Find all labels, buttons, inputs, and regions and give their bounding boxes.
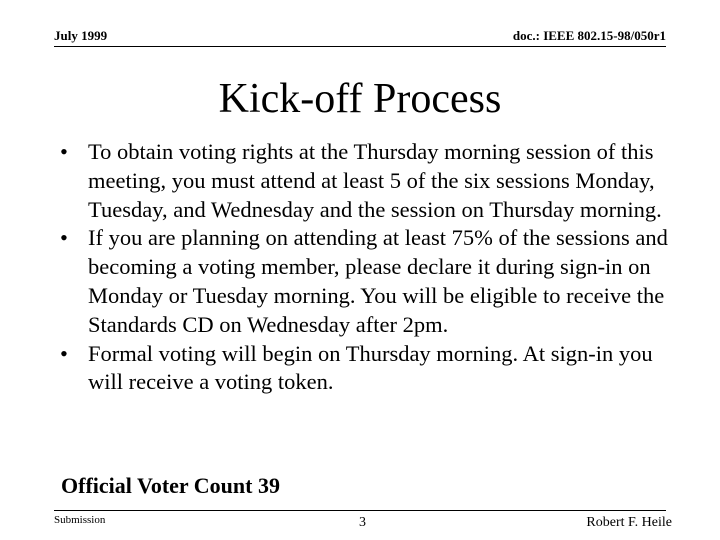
bullet-item [60, 138, 680, 224]
bullet-text: If you are planning on attending at least 75% of the sessions and becoming a voting member, please declare it during sign-in on Monday or Tuesday morning. You will be eligible to receive the Standards CD on Wednesday after 2pm. [88, 225, 668, 337]
footer-divider [54, 510, 666, 511]
voter-count: Official Voter Count 39 [61, 473, 280, 498]
bullet-text: To obtain voting rights at the Thursday morning session of this meeting, you must attend at least 5 of the six sessions Monday, Tuesday, and Wednesday and the session on Thursday morning. [88, 139, 662, 222]
page-number: 3 [359, 515, 366, 530]
slide-title: Kick-off Process [218, 76, 502, 122]
bullet-text: Formal voting will begin on Thursday morning. At sign-in you will receive a voting token. [88, 340, 653, 395]
bullet-item [60, 340, 680, 398]
header-divider [54, 46, 666, 47]
footer-author: Robert F. Heile [586, 515, 672, 530]
header-doc-id: doc.: IEEE 802.15-98/050r1 [512, 28, 666, 43]
footer-submission: Submission [54, 514, 106, 526]
bullet-dot: • [60, 139, 68, 164]
bullet-dot: • [60, 340, 68, 366]
bullet-list [60, 138, 680, 397]
bullet-item [60, 224, 680, 339]
bullet-dot: • [60, 225, 68, 251]
header-date: July 1999 [54, 28, 108, 43]
